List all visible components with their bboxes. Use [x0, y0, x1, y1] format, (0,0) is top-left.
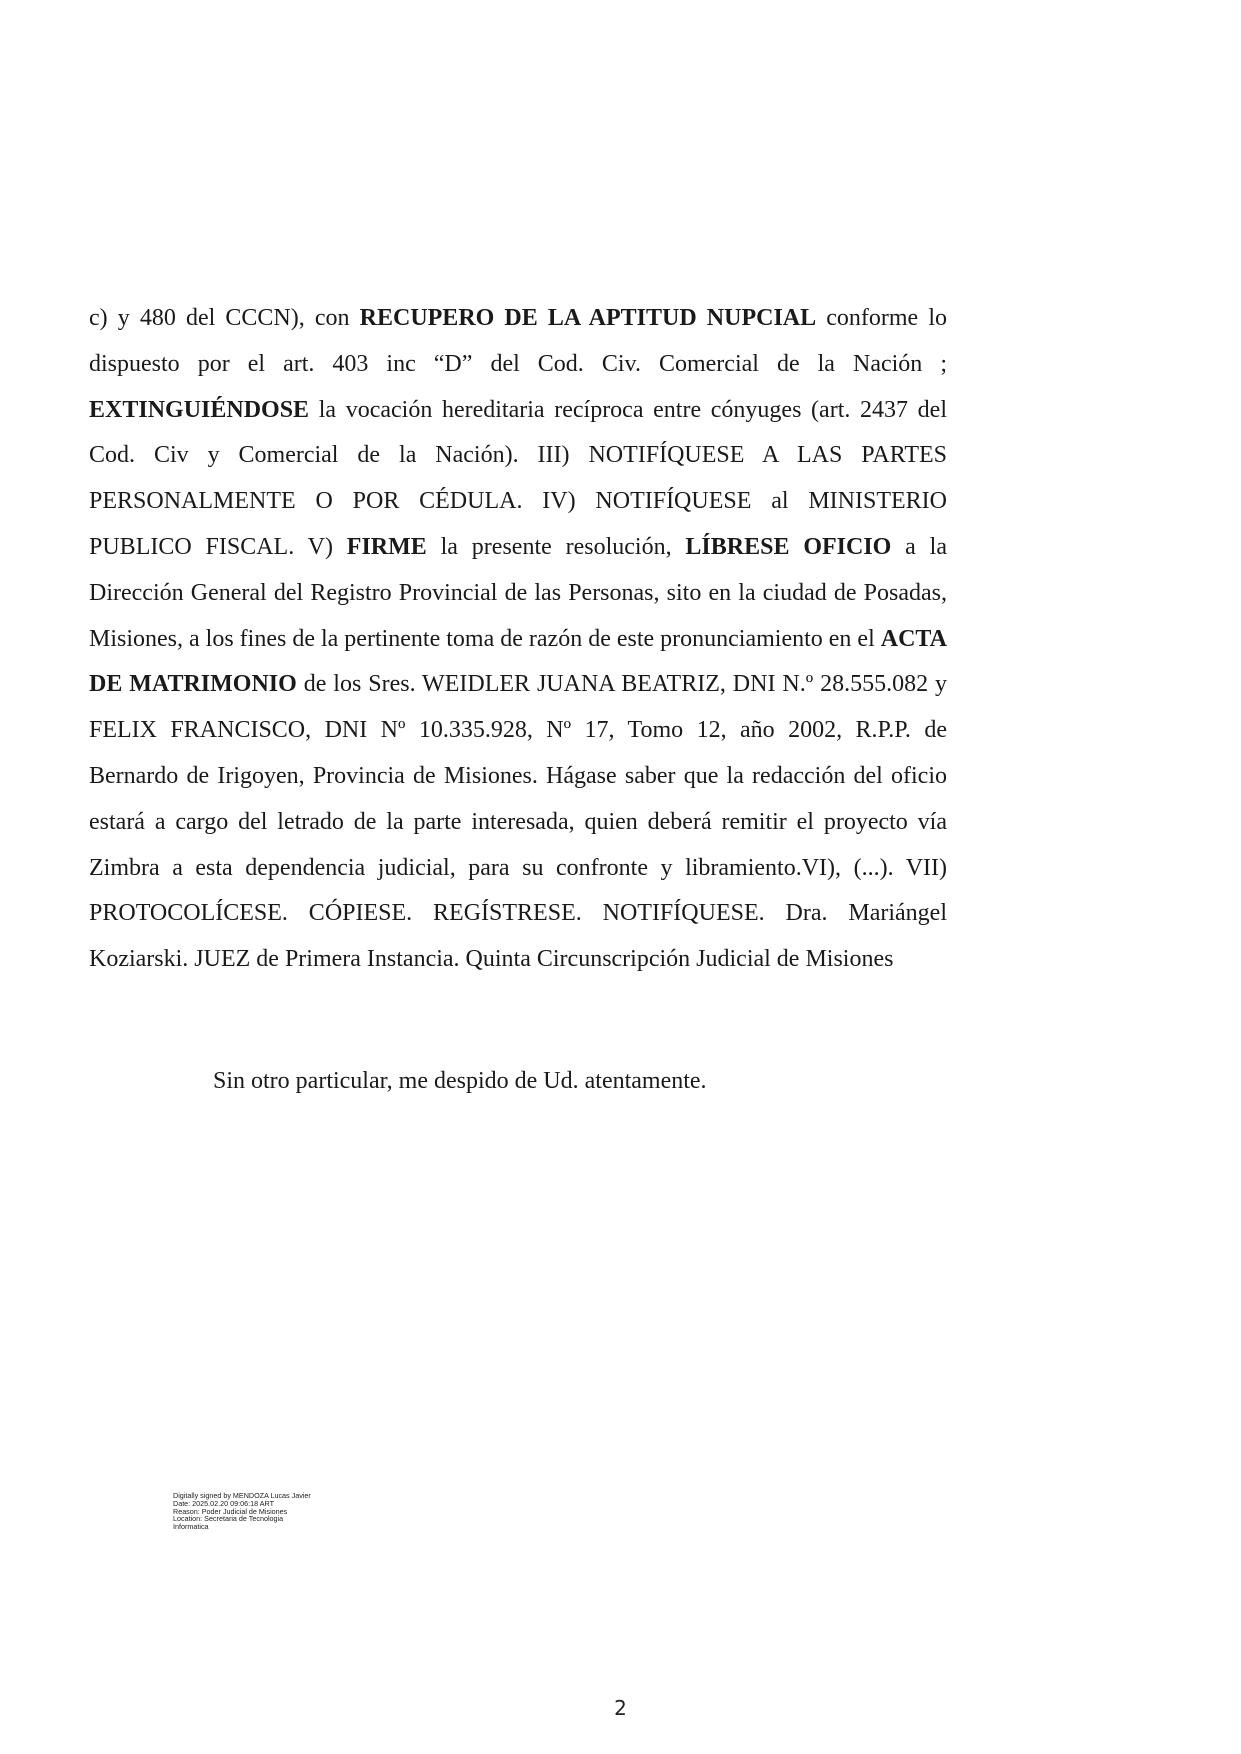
text-segment: la vocación hereditaria recíproca entre cónyuges (art. 2437 del Cod. Civ y Comercial de la Nación). III) NOTIFÍQUESE A LAS PARTES PERSONALMENTE O POR CÉDULA. IV) NOTIFÍQUESE al MINISTERIO PUBLICO FISCAL. V)	[89, 396, 947, 560]
bold-segment-librese-oficio: LÍBRESE OFICIO	[685, 533, 892, 560]
text-segment: c) y 480 del CCCN), con	[89, 305, 360, 331]
text-segment: de los Sres. WEIDLER JUANA BEATRIZ, DNI N.º 28.555.082 y FELIX FRANCISCO, DNI Nº 10.335.928, Nº 17, Tomo 12, año 2002, R.P.P. de Bernardo de Irigoyen, Provincia de Misiones. Hágase saber que la redacción del oficio estará a cargo del letrado de la parte interesada, quien deberá remitir el proyecto vía Zimbra a esta dependencia judicial, para su confronte y libramiento.VI), (...). VII) PROTOCOLÍCESE. CÓPIESE. REGÍSTRESE. NOTIFÍQUESE. Dra. Mariángel Koziarski. JUEZ de Primera Instancia. Quinta Circunscripción Judicial de Misiones	[89, 671, 947, 973]
bold-segment-extinguiendose: EXTINGUIÉNDOSE	[89, 396, 310, 423]
page-number: 2	[614, 1696, 627, 1720]
bold-segment-recupero: RECUPERO DE LA APTITUD NUPCIAL	[359, 305, 817, 331]
signature-line: Informatica	[173, 1522, 209, 1532]
digital-signature-block	[173, 1492, 343, 1531]
bold-segment-firme: FIRME	[346, 533, 427, 560]
text-segment: conforme lo dispuesto por el art. 403 inc “D” del Cod. Civ. Comercial de la Nación ;	[89, 305, 947, 377]
text-segment: la presente resolución,	[426, 533, 686, 560]
bold-segment-acta-matrimonio: ACTA DE MATRIMONIO	[89, 625, 947, 698]
closing-line: Sin otro particular, me despido de Ud. atentamente.	[213, 1068, 707, 1094]
signature-line: Location: Secretaria de Tecnologia	[173, 1514, 284, 1524]
signature-line: Reason: Poder Judicial de Misiones	[173, 1506, 288, 1516]
signature-line: Date: 2025.02.20 09:06:18 ART	[173, 1498, 274, 1508]
resolution-paragraph	[89, 296, 947, 983]
text-segment: a la Dirección General del Registro Provincial de las Personas, sito en la ciudad de Posadas, Misiones, a los fines de la pertinente toma de razón de este pronunciamiento en el	[89, 533, 947, 652]
signature-line: Digitally signed by MENDOZA Lucas Javier	[173, 1491, 311, 1500]
